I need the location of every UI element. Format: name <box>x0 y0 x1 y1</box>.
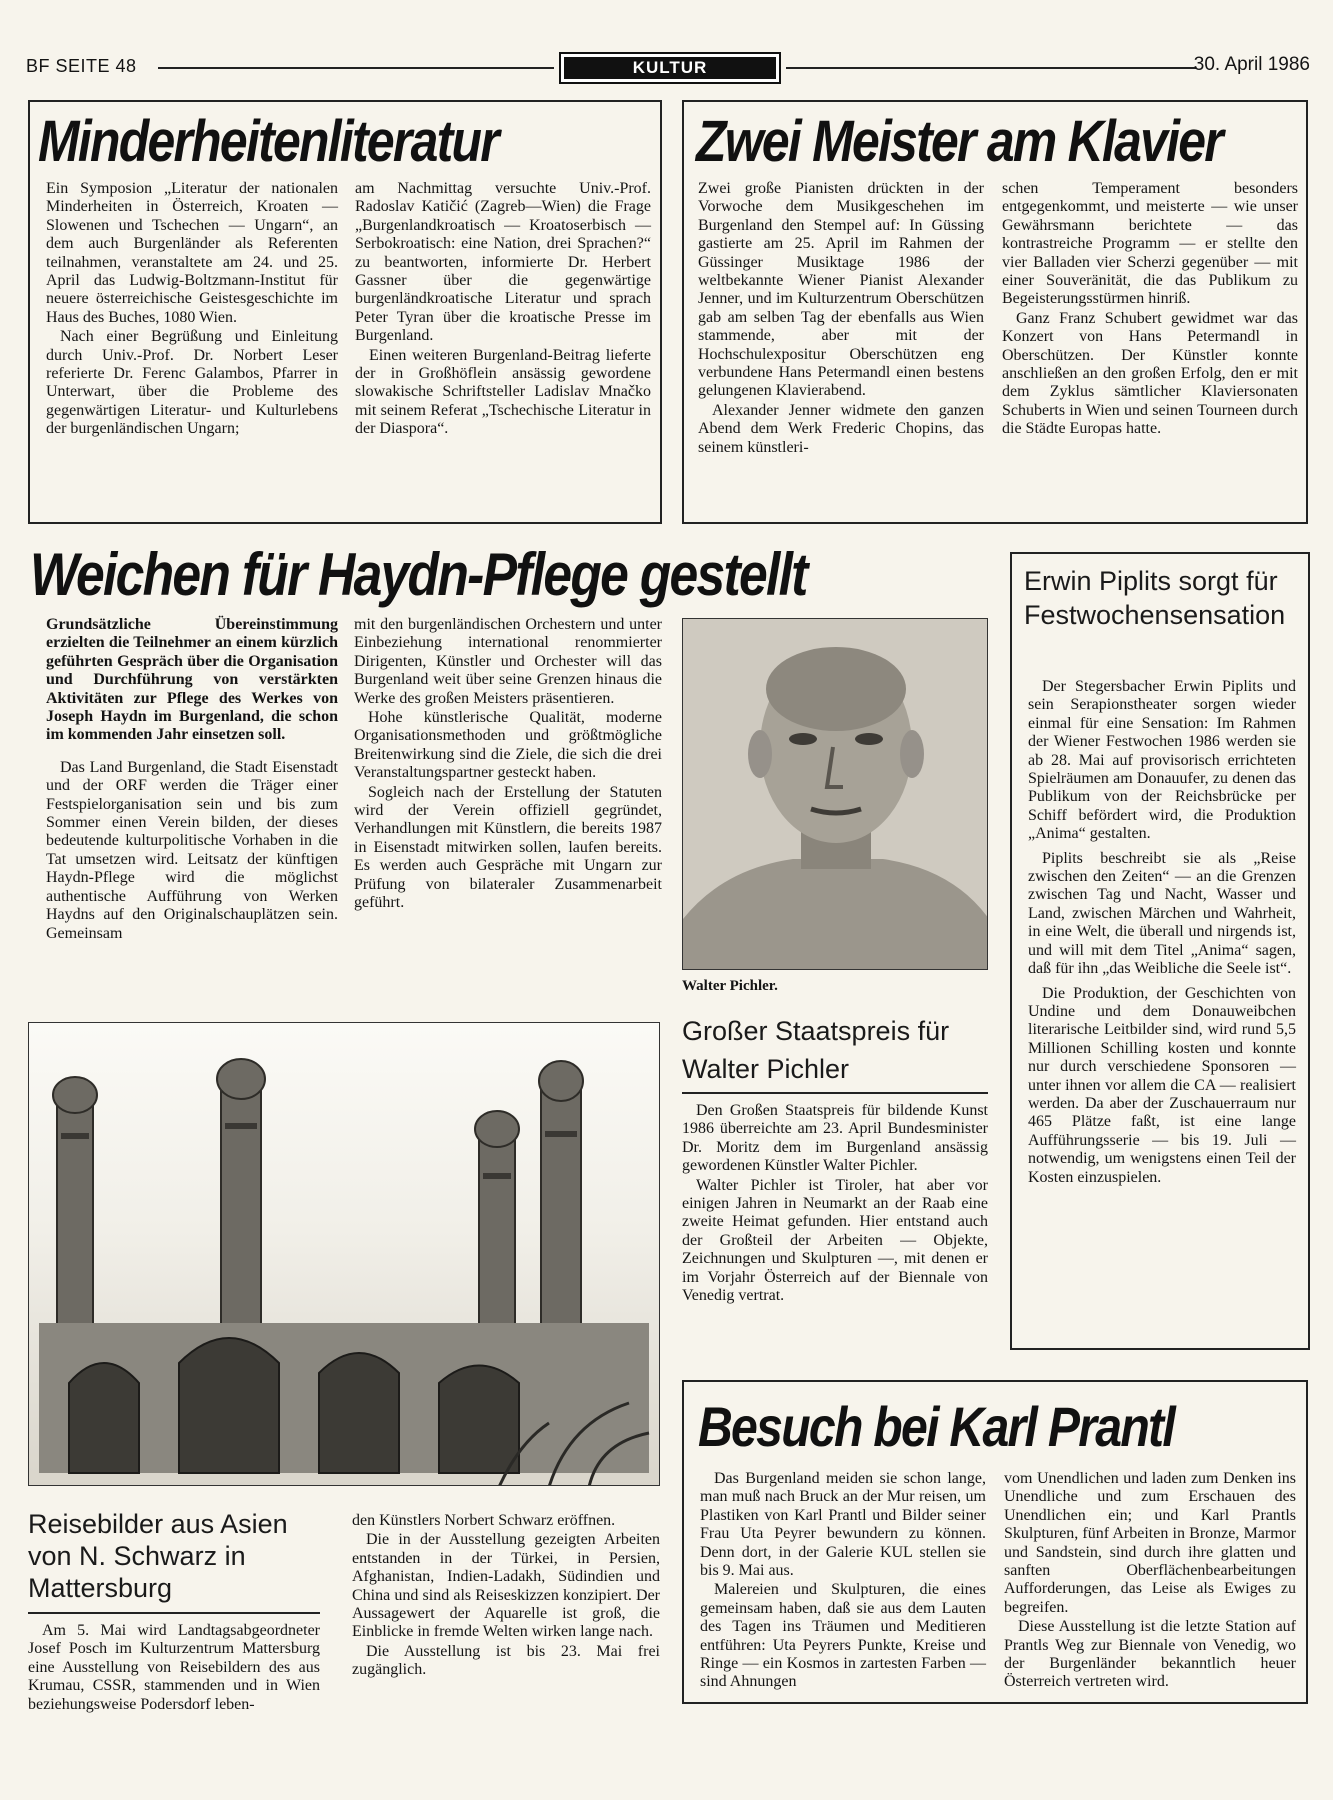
portrait-illustration <box>683 619 988 970</box>
article-column-2 <box>1004 1470 1296 1693</box>
paragraph: Der Stegersbacher Erwin Piplits und sein Serapionstheater sorgen wieder einmal für eine Sensation: Im Rahmen der Wiener Festwochen 1986 werden sie ab 28. Mai auf provisorisch errichteten Spielräumen am Donauufer, zu denen das Publikum von der Reichsbrücke per Schiff befördert wird, die Produktion „Anima“ gestalten. <box>1028 678 1296 843</box>
lead-paragraph: Grundsätzliche Übereinstimmung erzielten die Teilnehmer an einem kürzlich geführten Gespräch über die Organisation und Durchführung von verstärkten Aktivitäten zur Pflege des Werkes von Joseph Haydn im Burgenland, die schon im kommenden Jahr einsetzen soll. <box>46 616 338 744</box>
paragraph: Einen weiteren Burgenland-Beitrag lieferte der in Großhöflein ansässig gewordene slowakische Schriftsteller Ladislav Mnačko mit seinem Referat „Tschechische Literatur in der Diaspora“. <box>355 346 651 438</box>
article-reisebilder-column-1 <box>28 1622 320 1715</box>
article-column-2 <box>355 180 651 440</box>
issue-date: 30. April 1986 <box>1193 54 1310 75</box>
paragraph: Walter Pichler ist Tiroler, hat aber vor einigen Jahren in Neumarkt an der Raab eine zweite Heimat gefunden. Hier entstand auch der Großteil der Arbeiten — Objekte, Zeichnungen und Skulpturen —, mit denen er im Vorjahr Österreich auf der Biennale von Venedig vertrat. <box>682 1176 988 1305</box>
paragraph: Nach einer Begrüßung und Einleitung durch Univ.-Prof. Dr. Norbert Leser referierte Dr. Ferenc Galambos, Pfarrer in Unterwart, über die Probleme des gegenwärtigen Literatur- und Kulturlebens der burgenländischen Ungarn; <box>46 328 338 438</box>
headline: Minderheitenliteratur <box>38 109 498 174</box>
article-column-1 <box>698 180 984 458</box>
paragraph: vom Unendlichen und laden zum Denken ins Unendliche und zum Erschauen des Unendlichen ein; und Karl Prantls Skulpturen, fünf Arbeiten in Bronze, Marmor und Sandstein, sind durch ihre glatten und sanften Oberflächenbearbeitungen Aufforderungen, das Leise als Ewiges zu begreifen. <box>1004 1470 1296 1616</box>
mosque-illustration <box>29 1023 660 1486</box>
masthead-rule-right <box>786 67 1196 69</box>
article-haydn-column-1 <box>46 616 338 944</box>
headline-haydn: Weichen für Haydn-Pflege gestellt <box>30 541 807 608</box>
paragraph: Das Land Burgenland, die Stadt Eisenstadt und der ORF werden die Träger einer Festspielorganisation sein und bis zum Sommer einen Verein bilden, der dieses bedeutende kulturpolitische Vorhaben in die Tat umsetzen wird. Leitsatz der künftigen Haydn-Pflege wird die möglichst authentische Aufführung von Werken Haydns auf den Originalschauplätzen sein. Gemeinsam <box>46 758 338 942</box>
article-haydn-column-2 <box>354 616 662 914</box>
article-column-1 <box>46 180 338 440</box>
paragraph: Die Produktion, der Geschichten von Undine und dem Donauweibchen literarische Leitbilder sind, wird rund 5,5 Millionen Schilling kosten und konnte nur durch verschiedene Sponsoren — unter ihnen vor allem die CA — realisiert werden. Da aber der Zuschauerraum nur 465 Plätze faßt, ist eine lange Aufführungsserie — bis 19. Juli — notwendig, um wenigstens einen Teil der Kosten einzuspielen. <box>1028 984 1296 1186</box>
article-minderheitenliteratur <box>28 100 662 524</box>
section-label: KULTUR <box>559 52 781 84</box>
article-column-2 <box>1002 180 1298 440</box>
paragraph: Diese Ausstellung ist die letzte Station auf Prantls Weg zur Biennale von Venedig, wo der Burgenländer bekanntlich heuer Österreich vertreten wird. <box>1004 1618 1296 1691</box>
paragraph: den Künstlers Norbert Schwarz eröffnen. <box>352 1512 616 1529</box>
watercolor-painting <box>28 1022 660 1486</box>
paragraph: Das Burgenland meiden sie schon lange, man muß nach Bruck an der Mur reisen, um Plastiken von Karl Prantl und Bilder seiner Frau Uta Peyrer bewundern zu können. Denn dort, in der Galerie KUL stellen sie bis 9. Mai aus. <box>700 1470 986 1580</box>
paragraph: Piplits beschreibt sie als „Reise zwischen den Zeiten“ — an die Grenzen zwischen Tag und Nacht, Wasser und Land, zwischen Märchen und Wahrheit, in eine Welt, die überall und nirgends ist, und will mit dem Titel „Anima“ sagen, daß für ihn „das Weibliche die Seele ist“. <box>1028 849 1296 978</box>
headline: Zwei Meister am Klavier <box>696 109 1223 174</box>
paragraph: am Nachmittag versuchte Univ.-Prof. Radoslav Katičić (Zagreb—Wien) die Frage „Burgenlandkroatisch — Kroatoserbisch — Serbokroatisch: eine Nation, drei Sprachen?“ zu beantworten, informierte Dr. Herbert Gassner über die gegenwärtige burgenländkroatische Literatur und sprach Peter Tyran über die kroatische Presse im Burgenland. <box>355 180 651 345</box>
paragraph: Am 5. Mai wird Landtagsabgeordneter Josef Posch im Kulturzentrum Mattersburg eine Ausstellung von Reisebildern des aus Krumau, CSSR, stammenden und in Wien beziehungsweise Podersdorf leben- <box>28 1622 320 1713</box>
headline: Erwin Piplits sorgt für Festwochensensation <box>1024 566 1286 630</box>
headline-staatspreis: Großer Staatspreis für Walter Pichler <box>682 1016 950 1084</box>
article-piplits-body <box>1028 678 1296 1188</box>
paragraph: Malereien und Skulpturen, die eines gemeinsam haben, daß sie aus dem Lauten des Tagen ins Träumen und Meditieren entführen: Uta Peyrers Punkte, Kreise und Ringe — ein Kosmos in zartesten Farben — sind Ahnungen <box>700 1581 986 1691</box>
divider <box>28 1612 320 1614</box>
paragraph: Sogleich nach der Erstellung der Statuten wird der Verein offiziell gegründet, Verhandlungen mit Künstlern, die bereits 1987 in Eisenstadt mitwirken sollen, laufen bereits. Es werden auch Gespräche mit Ungarn zur Prüfung von bilateraler Zusammenarbeit geführt. <box>354 783 662 912</box>
paragraph: Ein Symposion „Literatur der nationalen Minderheiten in Österreich, Kroaten — Slowenen und Tschechen — Ungarn“, an dem auch Burgenländer als Referenten teilnahmen, veranstaltete am 24. und 25. April das Ludwig-Boltzmann-Institut für neuere österreichische Geistesgeschichte im Haus des Buches, 1080 Wien. <box>46 180 338 326</box>
paragraph: mit den burgenländischen Orchestern und unter Einbeziehung international renommierter Dirigenten, Künstler und Orchester will das Burgenland weit über seine Grenzen hinaus die Werke des großen Meisters präsentieren. <box>354 616 662 707</box>
photo-caption: Walter Pichler. <box>682 978 778 994</box>
paragraph: Ganz Franz Schubert gewidmet war das Konzert von Hans Petermandl in Oberschützen. Der Künstler konnte anschließen an den großen Erfolg, den er mit dem Zyklus sämtlicher Klaviersonaten Schuberts in Wien und seinen Tourneen durch die Städte Europas hatte. <box>1002 309 1298 438</box>
masthead <box>26 52 1316 82</box>
article-column-1 <box>700 1470 986 1693</box>
masthead-rule-left <box>158 67 554 69</box>
paragraph: Alexander Jenner widmete den ganzen Abend dem Werk Frederic Chopins, das seinem künstleri- <box>698 401 984 456</box>
divider <box>682 1092 988 1094</box>
article-staatspreis-body <box>682 1102 988 1306</box>
paragraph: Den Großen Staatspreis für bildende Kunst 1986 überreichte am 23. April Bundesminister Dr. Moritz dem im Burgenland ansässig gewordenen Künstler Walter Pichler. <box>682 1102 988 1175</box>
portrait-photo <box>682 618 988 970</box>
headline: Besuch bei Karl Prantl <box>698 1395 1175 1458</box>
paragraph: schen Temperament besonders entgegenkommt, und meisterte — wie unser Gewährsmann berichtete — das kontrastreiche Programm — er stellte den vier Balladen vier Scherzi gegenüber — mit einer Souveränität, die das Publikum zu Begeisterungsstürmen hinriß. <box>1002 180 1298 308</box>
article-zwei-meister <box>682 100 1308 524</box>
paragraph: Hohe künstlerische Qualität, moderne Organisationsmethoden und größtmögliche Breitenwirkung sind die Ziele, die sich die drei Veranstaltungspartner gesteckt haben. <box>354 709 662 782</box>
article-prantl <box>682 1380 1308 1704</box>
paragraph: Die in der Ausstellung gezeigten Arbeiten entstanden in der Türkei, in Persien, Afghanistan, Indien-Ladakh, Südindien und China und sind als Reiseskizzen konzipiert. Der Aussagewert der Aquarelle ist groß, die Einblicke in fremde Welten wirken lange nach. <box>352 1531 660 1641</box>
headline-reisebilder: Reisebilder aus Asien von N. Schwarz in Mattersburg <box>28 1509 288 1603</box>
paragraph: Zwei große Pianisten drückten in der Vorwoche dem Musikgeschehen im Burgenland den Stempel auf: In Güssing gastierte am 25. April im Rahmen der Güssinger Musiktage 1986 der weltbekannte Wiener Pianist Alexander Jenner, und im Kulturzentrum Oberschützen gab am selben Tag der ebenfalls aus Wien stammende, aber mit der Hochschulexpositur Oberschützen eng verbundene Hans Petermandl einen bestens gelungenen Klavierabend. <box>698 180 984 400</box>
article-reisebilder-column-2 <box>352 1512 660 1681</box>
article-piplits <box>1010 552 1310 1350</box>
page-number: BF SEITE 48 <box>26 56 137 76</box>
paragraph: Die Ausstellung ist bis 23. Mai frei zugänglich. <box>352 1642 660 1679</box>
